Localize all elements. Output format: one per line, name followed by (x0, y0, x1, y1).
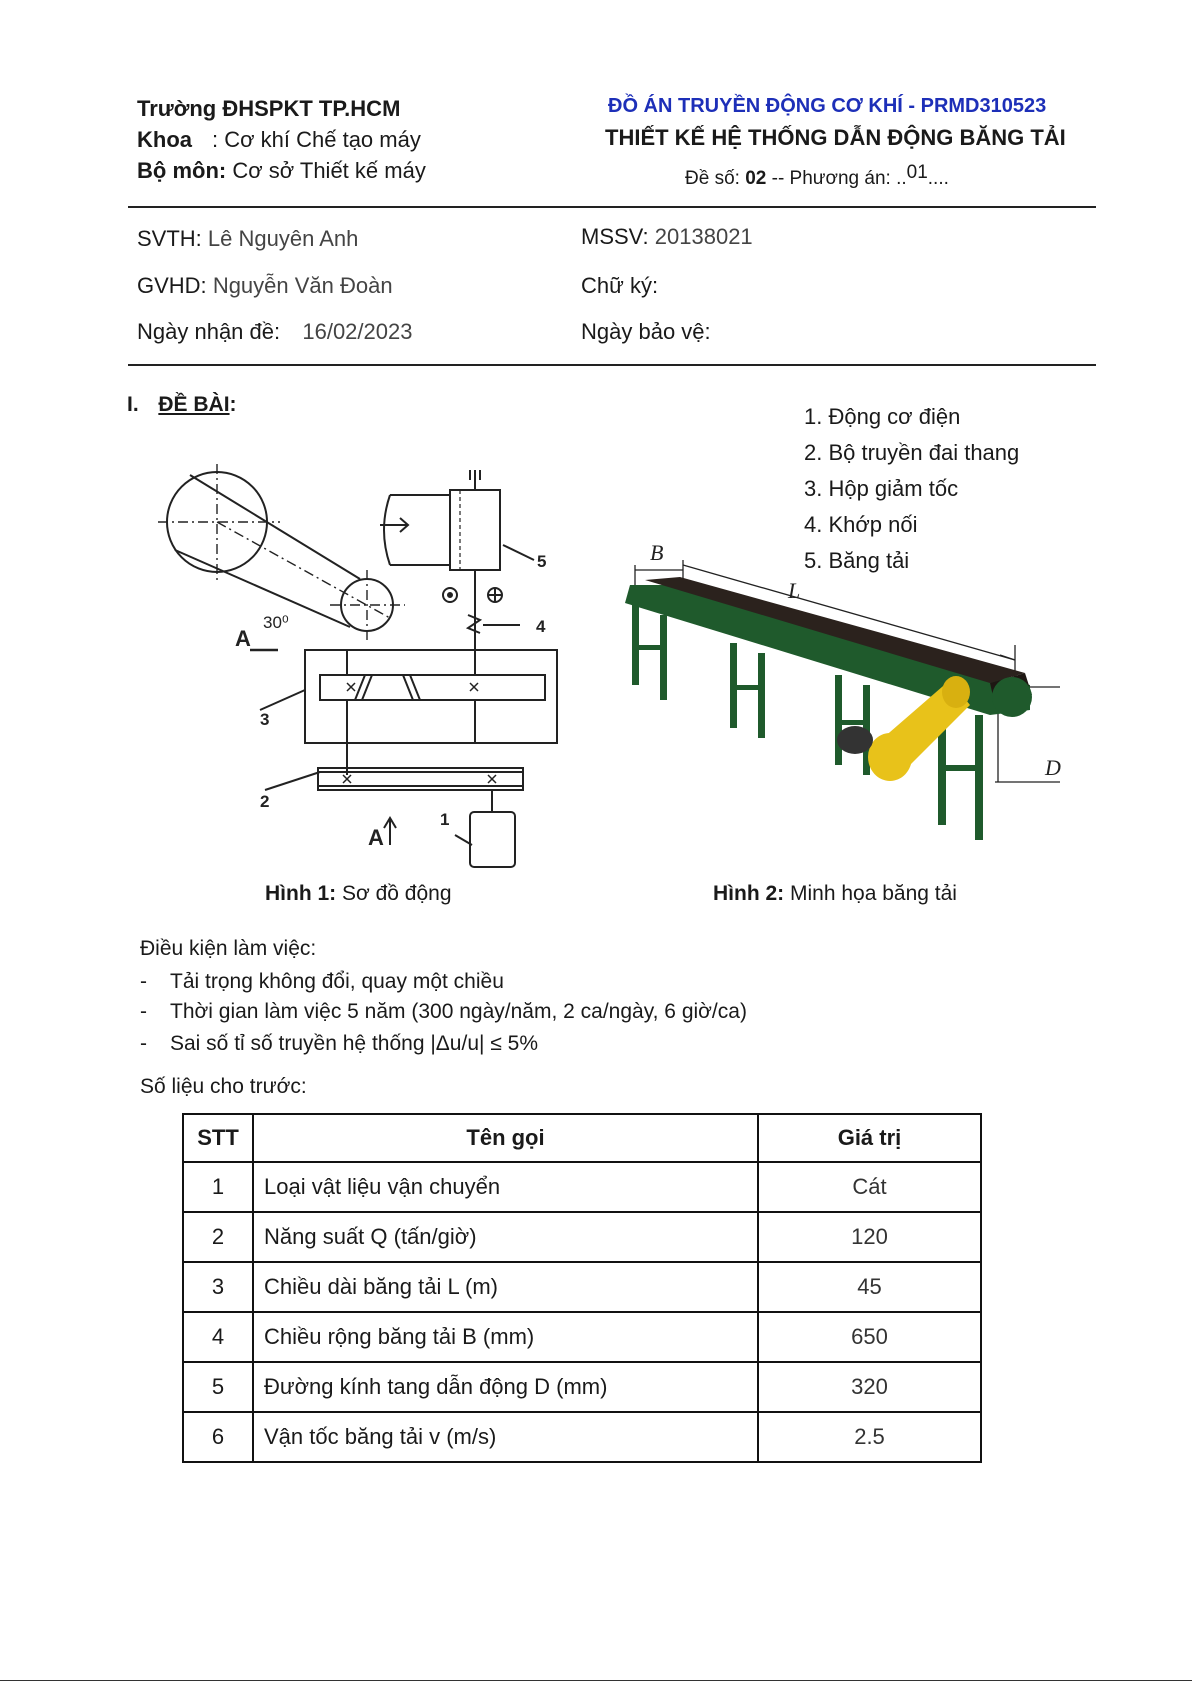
part-label-4: 4 (536, 617, 546, 636)
legend-item: 3. Hộp giảm tốc (804, 476, 959, 501)
mssv-label: MSSV: (581, 224, 649, 249)
table-row (183, 1412, 981, 1462)
school-name: Trường ĐHSPKT TP.HCM (137, 96, 401, 121)
phuong-an-dots: .... (927, 168, 949, 189)
angle-label: 30⁰ (263, 613, 289, 632)
info-divider (128, 364, 1096, 366)
table-row (183, 1312, 981, 1362)
legend-item: 2. Bộ truyền đai thang (804, 440, 1020, 465)
gvhd-line (137, 273, 393, 299)
condition-text: Tải trọng không đổi, quay một chiều (170, 970, 504, 993)
section-number: I. (127, 393, 139, 416)
table-header-row (183, 1114, 981, 1162)
faculty-line (137, 127, 421, 153)
project-title: THIẾT KẾ HỆ THỐNG DẪN ĐỘNG BĂNG TẢI (605, 125, 1066, 150)
given-data-table (182, 1113, 982, 1463)
cell-value: 650 (758, 1312, 981, 1362)
section-title: ĐỀ BÀI (158, 393, 230, 416)
figure1-caption (265, 882, 452, 906)
figure1-caption-label: Hình 1: (265, 882, 337, 905)
de-so-value: 02 (745, 168, 767, 189)
condition-item: - Thời gian làm việc 5 năm (300 ngày/năm, 2 ca/ngày, 6 giờ/ca) (140, 1000, 747, 1023)
part-label-2: 2 (260, 792, 270, 811)
cell-stt: 5 (183, 1362, 253, 1412)
ngay-nhan-label: Ngày nhận đề: (137, 319, 281, 344)
cell-stt: 1 (183, 1162, 253, 1212)
de-so-label: Đề số: (685, 168, 746, 189)
dim-l-label: L (788, 578, 801, 603)
cell-stt: 2 (183, 1212, 253, 1262)
conditions-title: Điều kiện làm việc: (140, 937, 317, 960)
header-divider (128, 206, 1096, 208)
page-bottom-edge (0, 1680, 1192, 1681)
given-data-title: Số liệu cho trước: (140, 1075, 307, 1098)
condition-text: Sai số tỉ số truyền hệ thống |Δu/u| ≤ 5% (170, 1032, 539, 1055)
figure2-caption-label: Hình 2: (713, 882, 785, 905)
ngay-nhan-value: 16/02/2023 (302, 319, 413, 344)
mssv-line (581, 224, 753, 250)
legend-item: 1. Động cơ điện (804, 404, 961, 429)
cell-stt: 3 (183, 1262, 253, 1312)
ngay-nhan-line (137, 319, 412, 345)
cell-value: 2.5 (758, 1412, 981, 1462)
view-a-label: A (235, 626, 251, 651)
belt-top (190, 475, 360, 579)
svth-value: Lê Nguyên Anh (207, 226, 359, 251)
section-colon: : (229, 393, 237, 416)
dim-b-label: B (650, 540, 664, 565)
legend-item: 4. Khớp nối (804, 512, 918, 537)
table-row (183, 1212, 981, 1262)
header-value: Giá trị (758, 1114, 981, 1162)
conveyor-illustration (620, 535, 1080, 880)
cell-name: Năng suất Q (tấn/giờ) (253, 1212, 758, 1262)
cell-stt: 4 (183, 1312, 253, 1362)
dim-d-label: D (1045, 755, 1061, 780)
cell-name: Chiều rộng băng tải B (mm) (253, 1312, 758, 1362)
header-name: Tên gọi (253, 1114, 758, 1162)
assignment-line (685, 162, 949, 190)
gvhd-label: GVHD: (137, 273, 207, 298)
figure2-caption-text: Minh họa băng tải (784, 882, 957, 905)
condition-item: - Tải trọng không đổi, quay một chiều (140, 970, 504, 993)
cell-name: Chiều dài băng tải L (m) (253, 1262, 758, 1312)
gvhd-value: Nguyễn Văn Đoàn (212, 273, 393, 298)
cell-value: 320 (758, 1362, 981, 1412)
faculty-label: Khoa (137, 127, 192, 152)
svth-line (137, 226, 358, 252)
department-label: Bộ môn: (137, 158, 227, 183)
condition-text: Thời gian làm việc 5 năm (300 ngày/năm, 2 ca/ngày, 6 giờ/ca) (170, 1000, 747, 1023)
condition-item: - Sai số tỉ số truyền hệ thống |Δu/u| ≤ 5% (140, 1032, 539, 1055)
phuong-an-value: 01 (906, 162, 928, 183)
figure2-caption (713, 882, 957, 906)
kinematic-diagram (150, 450, 590, 870)
cell-value: 120 (758, 1212, 981, 1262)
table-row (183, 1162, 981, 1212)
ngay-bao-ve-label: Ngày bảo vệ: (581, 319, 711, 344)
part-label-5: 5 (537, 552, 547, 571)
department-value: Cơ sở Thiết kế máy (226, 158, 426, 183)
table-row (183, 1362, 981, 1412)
course-title: ĐỒ ÁN TRUYỀN ĐỘNG CƠ KHÍ - PRMD310523 (608, 95, 1047, 117)
cell-name: Loại vật liệu vận chuyển (253, 1162, 758, 1212)
cell-value: 45 (758, 1262, 981, 1312)
mssv-value: 20138021 (654, 224, 753, 249)
section-heading (127, 393, 237, 417)
header-stt: STT (183, 1114, 253, 1162)
cell-value: Cát (758, 1162, 981, 1212)
cell-stt: 6 (183, 1412, 253, 1462)
cell-name: Đường kính tang dẫn động D (mm) (253, 1362, 758, 1412)
table-row (183, 1262, 981, 1312)
department-line (137, 158, 426, 184)
legend-item: 5. Băng tải (804, 548, 910, 573)
signature-label: Chữ ký: (581, 273, 659, 298)
part-label-3: 3 (260, 710, 270, 729)
part-label-1: 1 (440, 810, 450, 829)
figure1-caption-text: Sơ đồ động (336, 882, 452, 905)
phuong-an-label: -- Phương án: .. (766, 168, 907, 189)
cell-name: Vận tốc băng tải v (m/s) (253, 1412, 758, 1462)
svth-label: SVTH: (137, 226, 202, 251)
faculty-value: : Cơ khí Chế tạo máy (212, 127, 421, 152)
view-a-arrow-label: A (368, 825, 384, 850)
